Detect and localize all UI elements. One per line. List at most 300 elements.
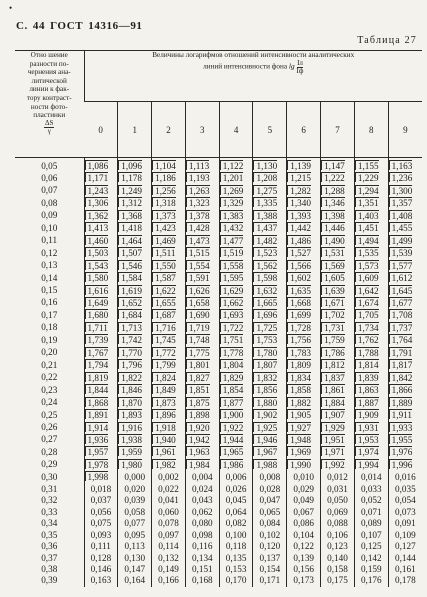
table-cell [287,322,321,334]
table-cell [152,322,186,334]
table-cell [253,372,287,384]
table-cell: 0,000 [118,471,152,483]
row-label: 0,06 [41,172,58,183]
table-cell: 0,043 [185,495,219,506]
table-cell [118,422,152,434]
bar-value: 1,591 [186,272,210,282]
row-label: 0,15 [41,285,58,296]
table-cell [219,309,253,321]
bar-value: 1,861 [321,384,345,394]
row-header-line: разности по- [29,59,69,68]
bar-value: 1,927 [287,422,311,432]
table-cell: 0,127 [388,541,422,552]
table-cell [253,322,287,334]
table-row [15,507,422,518]
bar-value: 1,961 [152,446,176,456]
row-label: 0,32 [41,495,58,506]
bar-value: 1,229 [355,172,379,182]
table-cell [321,372,355,384]
table-cell [152,397,186,409]
table-cell: 0,140 [321,553,355,564]
table-cell: 0,064 [219,507,253,518]
table-cell [185,285,219,297]
table-cell [84,334,118,346]
bar-value: 1,916 [118,422,142,432]
bar-value: 1,687 [152,309,176,319]
bar-value: 1,671 [321,297,345,307]
table-cell: 0,161 [388,564,422,575]
table-cell: 0,031 [321,484,355,495]
bar-value: 1,655 [152,297,176,307]
bar-value: 1,767 [85,347,109,357]
table-cell [219,334,253,346]
table-cell [321,322,355,334]
bar-value: 1,473 [186,235,210,245]
table-cell [253,446,287,458]
bar-value: 1,998 [85,471,109,481]
table-cell: 0,171 [253,575,287,586]
bar-value: 1,130 [253,160,277,170]
bar-value: 1,911 [389,409,412,419]
table-cell: 0,088 [321,518,355,529]
table-cell [219,235,253,247]
bar-value: 1,639 [321,285,345,295]
bar-value: 1,846 [118,384,142,394]
table-cell [287,409,321,421]
table-cell [219,359,253,371]
bar-value: 1,824 [152,372,176,382]
table-row [15,158,422,173]
table-cell: 0,139 [287,553,321,564]
table-cell: 0,004 [185,471,219,483]
margin-mark: • [9,3,13,13]
bar-value: 1,680 [85,309,109,319]
bar-value: 1,837 [321,372,345,382]
table-cell: 0,010 [287,471,321,483]
table-cell [321,347,355,359]
table-cell [287,222,321,234]
bar-value: 1,745 [152,334,176,344]
bar-value: 1,215 [287,172,311,182]
bar-value: 1,642 [355,285,379,295]
table-cell [388,397,422,409]
table-cell [388,459,422,471]
digit-header-5: 5 [253,102,287,158]
table-cell [219,297,253,309]
table-cell: 0,098 [185,530,219,541]
table-cell: 0,111 [84,541,118,552]
row-label: 0,25 [41,409,58,420]
table-body [15,158,422,587]
table-cell [152,446,186,458]
bar-value: 1,550 [152,260,176,270]
table-cell: 0,104 [287,530,321,541]
bar-value: 1,742 [118,334,142,344]
bar-value: 1,619 [118,285,142,295]
row-label: 0,18 [41,322,58,333]
bar-value: 1,477 [220,235,244,245]
bar-value: 1,770 [118,347,142,357]
table-cell [118,409,152,421]
table-row [15,397,422,409]
digit-header-4: 4 [219,102,253,158]
table-cell: 0,018 [84,484,118,495]
table-cell [321,309,355,321]
bar-value: 1,645 [389,285,413,295]
table-cell: 0,071 [354,507,388,518]
bar-value: 1,511 [152,247,175,257]
bar-value: 1,953 [355,434,379,444]
bar-value: 1,933 [389,422,413,432]
bar-value: 1,891 [85,409,109,419]
table-cell [118,434,152,446]
table-cell [219,384,253,396]
table-cell [84,322,118,334]
table-cell [287,459,321,471]
bar-value: 1,323 [186,197,210,207]
table-cell [388,297,422,309]
bar-value: 1,731 [321,322,345,332]
table-cell [388,422,422,434]
table-cell [287,185,321,197]
bar-value: 1,951 [321,434,345,444]
table-cell [152,197,186,209]
table-cell: 0,026 [219,484,253,495]
table-cell [185,272,219,284]
table-cell [118,334,152,346]
table-cell [253,247,287,259]
table-cell [84,471,118,483]
table-cell [321,422,355,434]
table-cell [185,359,219,371]
table-cell: 0,020 [118,484,152,495]
table-cell [287,247,321,259]
row-header-line: тору контраст- [26,93,72,102]
table-cell [321,434,355,446]
bar-value: 1,580 [85,272,109,282]
bar-value: 1,922 [220,422,244,432]
table-cell [321,185,355,197]
bar-value: 1,931 [355,422,379,432]
bar-value: 1,791 [389,347,413,357]
row-label: 0,19 [41,334,58,345]
table-cell [388,285,422,297]
table-cell [118,272,152,284]
bar-value: 1,909 [355,409,379,419]
table-cell [388,347,422,359]
table-row [15,471,422,483]
table-cell [185,397,219,409]
table-cell: 0,093 [84,530,118,541]
table-cell [152,297,186,309]
table-cell [185,372,219,384]
bar-value: 1,403 [355,210,379,220]
table-cell [152,422,186,434]
bar-value: 1,573 [355,260,379,270]
bar-value: 1,677 [389,297,413,307]
row-label: 0,12 [41,247,58,258]
row-label: 0,30 [41,471,58,482]
bar-value: 1,096 [118,160,142,170]
row-header-line: пластинки [33,111,66,120]
bar-value: 1,807 [253,359,277,369]
table-cell [354,185,388,197]
table-cell [185,222,219,234]
page-label: С. [16,20,28,32]
table-cell [185,409,219,421]
bar-value: 1,373 [152,210,176,220]
bar-value: 1,940 [152,434,176,444]
bar-value: 1,612 [389,272,413,282]
table-cell: 0,125 [354,541,388,552]
table-row [15,172,422,184]
bar-value: 1,554 [186,260,210,270]
table-cell [388,247,422,259]
bar-value: 1,122 [220,160,244,170]
table-cell [84,197,118,209]
bar-value: 1,562 [253,260,277,270]
bar-value: 1,616 [85,285,109,295]
bar-value: 1,482 [253,235,277,245]
table-cell: 0,060 [152,507,186,518]
bar-value: 1,702 [321,309,345,319]
table-cell [321,459,355,471]
bar-value: 1,566 [287,260,311,270]
table-cell: 0,097 [152,530,186,541]
table-cell [354,409,388,421]
row-header-text [15,51,84,120]
bar-value: 1,515 [186,247,210,257]
table-cell: 0,078 [152,518,186,529]
bar-value: 1,976 [389,446,413,456]
table-row [15,518,422,529]
row-header-fraction [15,120,84,135]
table-cell: 0,159 [354,564,388,575]
table-cell [388,434,422,446]
table-cell [185,235,219,247]
table-cell [321,260,355,272]
table-cell [354,384,388,396]
bar-value: 1,178 [118,172,142,182]
bar-value: 1,716 [152,322,176,332]
table-cell [152,185,186,197]
table-row [15,309,422,321]
table-cell [152,359,186,371]
table-cell: 0,091 [388,518,422,529]
table-cell [219,322,253,334]
table-cell [185,172,219,184]
bar-value: 1,577 [389,260,413,270]
table-cell: 0,058 [118,507,152,518]
bar-value: 1,469 [152,235,176,245]
bar-value: 1,413 [85,222,109,232]
row-label: 0,13 [41,260,58,271]
bar-value: 1,622 [152,285,176,295]
table-cell [287,235,321,247]
bar-value: 1,882 [287,397,311,407]
bar-value: 1,193 [186,172,210,182]
row-header-line: Отно шение [30,51,68,59]
bar-value: 1,887 [355,397,379,407]
table-cell [287,384,321,396]
row-header-line: чернения ана- [27,68,71,77]
row-label: 0,22 [41,372,58,383]
bar-value: 1,971 [321,446,345,456]
table-row [15,197,422,209]
table-row [15,297,422,309]
bar-value: 1,486 [287,235,311,245]
row-header-line: ности фото- [30,102,68,111]
row-label: 0,09 [41,210,58,221]
table-cell: 0,100 [219,530,253,541]
bar-value: 1,408 [389,210,413,220]
digit-header-2: 2 [152,102,186,158]
table-cell: 0,080 [185,518,219,529]
column-group-title-line2: линий интенсивности фона lg Iл Iф [203,59,304,75]
table-cell [118,446,152,458]
bar-value: 1,249 [118,185,142,195]
bar-value: 1,546 [118,260,142,270]
table-cell: 0,154 [253,564,287,575]
bar-value: 1,856 [253,384,277,394]
table-cell [185,185,219,197]
table-cell [354,309,388,321]
table-cell: 0,102 [253,530,287,541]
table-cell [152,372,186,384]
table-row [15,575,422,586]
bar-value: 1,674 [355,297,379,307]
row-label: 0,36 [41,541,58,552]
bar-value: 1,351 [355,197,379,207]
bar-value: 1,519 [220,247,244,257]
table-cell [84,422,118,434]
table-cell [118,397,152,409]
table-cell [118,158,152,173]
table-cell [321,158,355,173]
table-row [15,459,422,471]
table-cell [287,172,321,184]
bar-value: 1,300 [389,185,413,195]
digit-header-7: 7 [321,102,355,158]
bar-value: 1,383 [220,210,244,220]
table-cell [354,285,388,297]
table-cell [287,260,321,272]
row-label: 0,21 [41,359,58,370]
bar-value: 1,734 [355,322,379,332]
bar-value: 1,936 [85,434,109,444]
bar-value: 1,822 [118,372,142,382]
bar-value: 1,460 [85,235,109,245]
bar-value: 1,335 [253,197,277,207]
table-cell: 0,135 [219,553,253,564]
standard-name: ГОСТ [50,20,84,32]
table-cell [388,260,422,272]
bar-value: 1,171 [85,172,109,182]
table-cell [152,285,186,297]
bar-value: 1,595 [220,272,244,282]
page-header [16,20,148,32]
table-cell: 0,056 [84,507,118,518]
table-cell [219,422,253,434]
table-cell [84,347,118,359]
table-cell: 0,151 [185,564,219,575]
bar-value: 1,543 [85,260,109,270]
bar-value: 1,713 [118,322,142,332]
table-cell [253,272,287,284]
table-row [15,409,422,421]
column-group-title-line1: Величины логарифмов отношений интенсивности аналитических [152,51,355,59]
table-cell: 0,158 [321,564,355,575]
table-cell [354,158,388,173]
bar-value: 1,684 [118,309,142,319]
bar-value: 1,988 [253,459,277,469]
bar-value: 1,957 [85,446,109,456]
bar-value: 1,086 [85,160,109,170]
bar-value: 1,786 [321,347,345,357]
table-cell [219,347,253,359]
bar-value: 1,668 [287,297,311,307]
table-cell [118,210,152,222]
bar-value: 1,629 [220,285,244,295]
table-cell [354,434,388,446]
table-cell [152,434,186,446]
bar-value: 1,275 [253,185,277,195]
bar-value: 1,834 [287,372,311,382]
table-cell [388,309,422,321]
table-cell [185,260,219,272]
bar-value: 1,751 [220,334,244,344]
row-label: 0,34 [41,518,58,529]
table-cell [219,285,253,297]
bar-value: 1,499 [389,235,413,245]
bar-value: 1,914 [85,422,109,432]
table-cell [388,384,422,396]
table-cell [84,158,118,173]
bar-value: 1,756 [287,334,311,344]
bar-value: 1,699 [287,309,311,319]
table-cell [388,409,422,421]
bar-value: 1,902 [253,409,277,419]
bar-value: 1,963 [186,446,210,456]
bar-value: 1,839 [355,372,379,382]
table-cell [388,210,422,222]
bar-value: 1,312 [118,197,142,207]
bar-value: 1,788 [355,347,379,357]
bar-value: 1,432 [220,222,244,232]
bar-value: 1,696 [253,309,277,319]
table-caption: Таблица 27 [357,35,417,46]
bar-value: 1,418 [118,222,142,232]
bar-value: 1,269 [220,185,244,195]
table-cell [321,446,355,458]
table-cell: 0,137 [253,553,287,564]
table-cell [118,297,152,309]
table-cell: 0,052 [354,495,388,506]
bar-value: 1,378 [186,210,210,220]
bar-value: 1,602 [287,272,311,282]
table-cell [185,384,219,396]
table-cell [321,247,355,259]
bar-value: 1,357 [389,197,413,207]
bar-value: 1,863 [355,384,379,394]
table-cell [287,397,321,409]
digit-header-3: 3 [185,102,219,158]
bar-value: 1,870 [118,397,142,407]
table-cell [219,434,253,446]
row-label: 0,24 [41,397,58,408]
bar-value: 1,794 [85,359,109,369]
table-cell [84,285,118,297]
